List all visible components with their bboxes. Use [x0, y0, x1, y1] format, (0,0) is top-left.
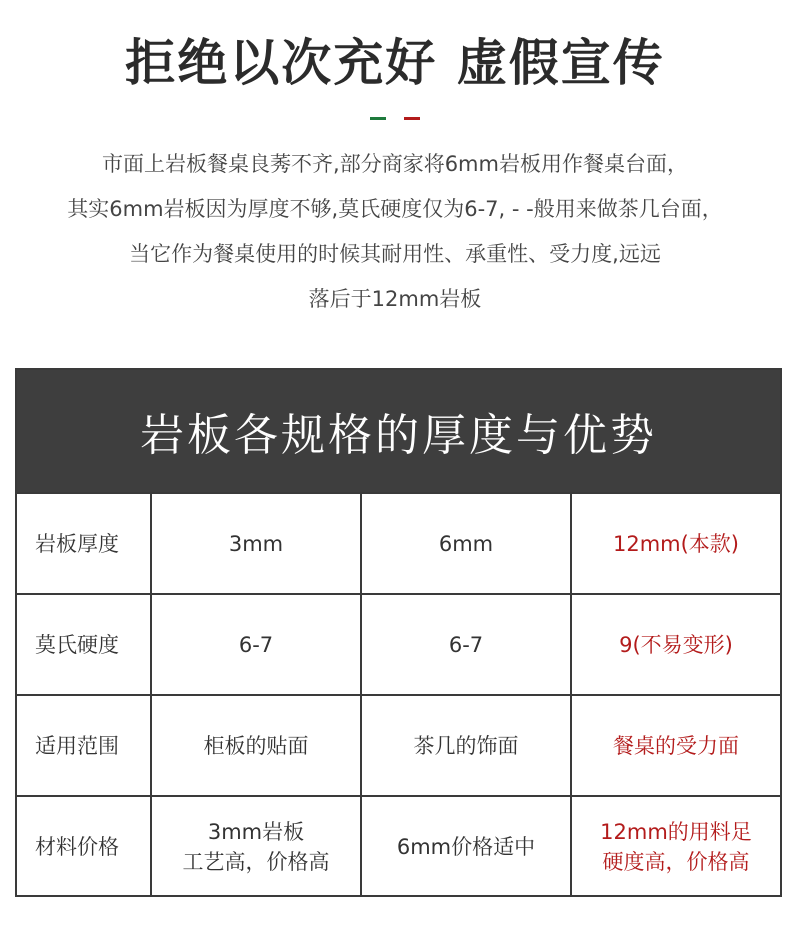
page-headline: 拒绝以次充好 虚假宣传 — [125, 34, 665, 92]
row-label-price: 材料价格 — [17, 795, 152, 896]
cell-3mm-price: 3mm岩板 工艺高，价格高 — [152, 795, 362, 896]
cell-6mm-thickness: 6mm — [362, 492, 572, 593]
intro-line: 市面上岩板餐桌良莠不齐,部分商家将6mm岩板用作餐桌台面， — [102, 152, 688, 176]
green-dash — [370, 117, 386, 120]
row-label-usage: 适用范围 — [17, 694, 152, 795]
table-title: 岩板各规格的厚度与优势 — [17, 370, 780, 492]
cell-12mm-usage: 餐桌的受力面 — [572, 694, 780, 795]
intro-line: 当它作为餐桌使用的时候其耐用性、承重性、受力度,远远 — [129, 242, 661, 266]
row-label-hardness: 莫氏硬度 — [17, 593, 152, 694]
cell-3mm-thickness: 3mm — [152, 492, 362, 593]
red-dash — [404, 117, 420, 120]
cell-3mm-hardness: 6-7 — [152, 593, 362, 694]
intro-line: 落后于12mm岩板 — [308, 287, 482, 311]
cell-6mm-hardness: 6-7 — [362, 593, 572, 694]
spec-table — [15, 368, 782, 897]
intro-line: 其实6mm岩板因为厚度不够,莫氏硬度仅为6-7, - -般用来做茶几台面， — [67, 197, 723, 221]
cell-3mm-usage: 柜板的贴面 — [152, 694, 362, 795]
cell-6mm-price: 6mm价格适中 — [362, 795, 572, 896]
cell-6mm-usage: 茶几的饰面 — [362, 694, 572, 795]
intro-paragraph — [0, 142, 790, 322]
row-label-thickness: 岩板厚度 — [17, 492, 152, 593]
cell-12mm-hardness: 9(不易变形) — [572, 593, 780, 694]
cell-12mm-price: 12mm的用料足 硬度高，价格高 — [572, 795, 780, 896]
accent-dashes — [0, 117, 790, 120]
table-grid — [17, 492, 780, 896]
cell-12mm-thickness: 12mm(本款) — [572, 492, 780, 593]
